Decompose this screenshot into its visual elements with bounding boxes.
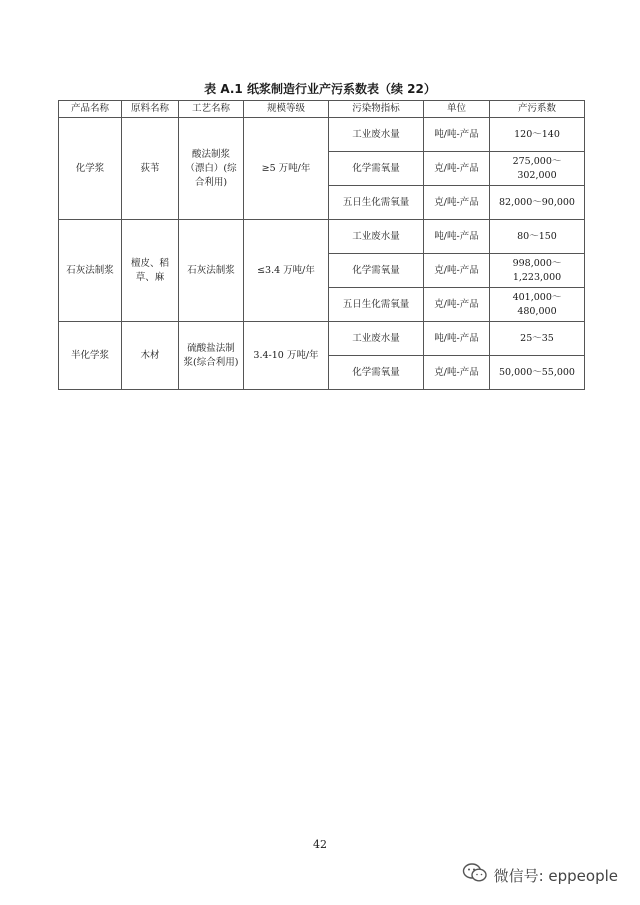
- table-row: [59, 322, 585, 356]
- indicator-cell: 工业废水量: [329, 118, 424, 152]
- header-material: 原料名称: [122, 101, 179, 118]
- scale-cell: 3.4-10 万吨/年: [244, 322, 329, 390]
- header-row: [59, 101, 585, 118]
- pollution-coefficient-table: [58, 100, 585, 390]
- indicator-cell: 化学需氧量: [329, 152, 424, 186]
- watermark: [462, 862, 618, 888]
- indicator-cell: 化学需氧量: [329, 254, 424, 288]
- watermark-text: 微信号: eppeople: [493, 866, 618, 885]
- unit-cell: 克/吨-产品: [424, 356, 490, 390]
- material-cell: 荻苇: [122, 118, 179, 220]
- indicator-cell: 工业废水量: [329, 322, 424, 356]
- scale-cell: ≥5 万吨/年: [244, 118, 329, 220]
- material-cell: 檀皮、稻草、麻: [122, 220, 179, 322]
- header-scale: 规模等级: [244, 101, 329, 118]
- header-indicator: 污染物指标: [329, 101, 424, 118]
- coefficient-cell: 275,000～302,000: [490, 152, 585, 186]
- header-unit: 单位: [424, 101, 490, 118]
- unit-cell: 克/吨-产品: [424, 186, 490, 220]
- indicator-cell: 五日生化需氧量: [329, 186, 424, 220]
- coefficient-cell: 25～35: [490, 322, 585, 356]
- coefficient-cell: 82,000～90,000: [490, 186, 585, 220]
- header-product: 产品名称: [59, 101, 122, 118]
- unit-cell: 克/吨-产品: [424, 152, 490, 186]
- unit-cell: 吨/吨-产品: [424, 118, 490, 152]
- scale-cell: ≤3.4 万吨/年: [244, 220, 329, 322]
- page-number: 42: [313, 838, 327, 851]
- process-cell: 石灰法制浆: [179, 220, 244, 322]
- unit-cell: 克/吨-产品: [424, 288, 490, 322]
- product-cell: 石灰法制浆: [59, 220, 122, 322]
- coefficient-cell: 998,000～1,223,000: [490, 254, 585, 288]
- table-row: [59, 220, 585, 254]
- table-row: [59, 118, 585, 152]
- process-cell: 硫酸盐法制浆(综合利用): [179, 322, 244, 390]
- header-process: 工艺名称: [179, 101, 244, 118]
- coefficient-cell: 80～150: [490, 220, 585, 254]
- indicator-cell: 化学需氧量: [329, 356, 424, 390]
- coefficient-cell: 120～140: [490, 118, 585, 152]
- unit-cell: 吨/吨-产品: [424, 220, 490, 254]
- header-coefficient: 产污系数: [490, 101, 585, 118]
- wechat-icon: [462, 862, 488, 888]
- indicator-cell: 工业废水量: [329, 220, 424, 254]
- table-caption: 表 A.1 纸浆制造行业产污系数表（续 22）: [204, 82, 436, 96]
- product-cell: 化学浆: [59, 118, 122, 220]
- process-cell: 酸法制浆（漂白）(综合利用): [179, 118, 244, 220]
- unit-cell: 吨/吨-产品: [424, 322, 490, 356]
- indicator-cell: 五日生化需氧量: [329, 288, 424, 322]
- unit-cell: 克/吨-产品: [424, 254, 490, 288]
- coefficient-cell: 401,000～480,000: [490, 288, 585, 322]
- coefficient-cell: 50,000～55,000: [490, 356, 585, 390]
- product-cell: 半化学浆: [59, 322, 122, 390]
- material-cell: 木材: [122, 322, 179, 390]
